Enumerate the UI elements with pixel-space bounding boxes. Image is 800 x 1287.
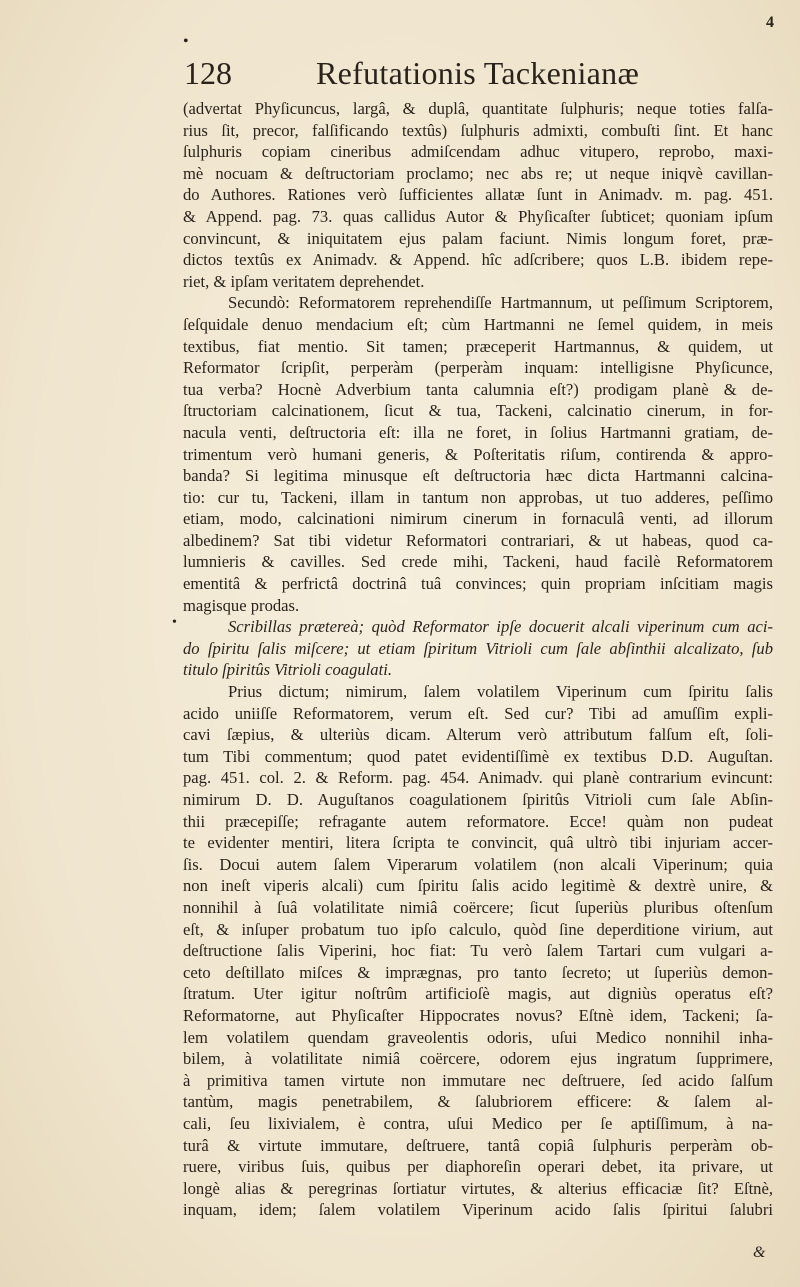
text-line [183, 1221, 773, 1243]
text-line: non ineſt viperis alcali) cum ſpiritu ſalis acido legitimè & dextrè unire, & [183, 876, 773, 896]
text-line: lem volatilem quendam graveolentis odoris, uſui Medico nonnihil inha- [183, 1027, 773, 1047]
text-line: tio: cur tu, Tackeni, illam in tantum non approbas, ut tuo adderes, peſſimo [183, 487, 773, 507]
text-line: trimentum verò humani generis, & Poſteritatis riſum, contirenda & appro- [183, 444, 773, 464]
text-line: Reformatorne, aut Phyſicaſter Hippocrates novus? Eſtnè idem, Tackeni; ſa- [183, 1005, 773, 1025]
text-line: turâ & virtute immutare, deſtruere, tantâ copiâ ſulphuris perperàm ob- [183, 1135, 773, 1155]
text-line: nacula venti, deſtructoria eſt: illa ne foret, in ſolius Hartmanni gratiam, de- [183, 422, 773, 442]
text-line: acido uniiſſe Reformatorem, verum eſt. Sed cur? Tibi ad amuſſim expli- [183, 703, 773, 723]
running-title: Refutationis Tackenianæ [316, 55, 640, 91]
text-line: tantùm, magis penetrabilem, & ſalubriorem efficere: & ſalem al- [183, 1092, 773, 1112]
top-corner-mark: 4 [766, 14, 774, 31]
text-line: ſtructoriam calcinationem, ſicut & tua, Tackeni, calcinatio cinerum, in for- [183, 401, 773, 421]
text-line: nimirum D. D. Auguſtanos coagulationem ſpiritûs Vitrioli cum ſale Abſin- [183, 790, 773, 809]
text-line: albedinem? Sat tibi videtur Reformatori contrariari, & ut habeas, quod ca- [183, 530, 773, 550]
page-header [184, 50, 784, 96]
catchword: & [753, 1244, 766, 1261]
margin-mark: • [172, 615, 177, 630]
text-line: pag. 451. col. 2. & Reform. pag. 454. Animadv. qui planè contrarium evincunt: [183, 768, 773, 788]
text-line: cali, ſeu lixivialem, è contra, uſui Medico per ſe aptiſſimum, à na- [183, 1113, 773, 1133]
page-number: 128 [184, 55, 232, 91]
text-line: do ſpiritu ſalis miſcere; ut etiam ſpiritum Vitrioli cum ſale abſinthii alcalizato, ſub [183, 638, 773, 658]
text-line: Scribillas prætereà; quòd Reformator ipſe docuerit alcali viperinum cum aci- [228, 617, 773, 637]
text-line: eſt, & inſuper probatum tuo ipſo calculo, quòd ſine deperditione virium, aut [183, 919, 773, 939]
text-line: te evidenter mentiri, litera ſcripta te convincit, quâ ultrò tibi injuriam accer- [183, 833, 773, 853]
text-line: (advertat Phyſicuncus, largâ, & duplâ, quantitate ſulphuris; neque toties falſa- [183, 99, 773, 118]
text-line: etiam, modo, calcinationi nimirum cinerum in fornaculâ venti, ad illorum [183, 509, 773, 529]
text-line: mè nocuam & deſtructoriam proclamo; nec abs re; ut neque iniqvè cavillan- [183, 163, 773, 183]
text-line: textibus, fiat mentio. Sit tamen; præceperit Hartmannus, & quidem, ut [183, 336, 773, 356]
text-line: longè alias & peregrinas ſortiatur virtutes, & alterius efficaciæ ſit? Eſtnè, [183, 1178, 773, 1198]
text-line: convincunt, & iniquitatem ejus palam faciunt. Nimis longum foret, præ- [183, 228, 773, 248]
text-line: ruere, viribus ſuis, quibus per diaphoreſin operari debet, ita privare, ut [183, 1157, 773, 1177]
text-line: thii præcepiſſe; refragante autem reformatore. Ecce! quàm non pudeat [183, 811, 773, 831]
text-line: tum Tibi commentum; quod patet evidentiſſimè ex textibus D.D. Auguſtan. [183, 746, 773, 766]
text-line: ceto deſtillato miſces & imprægnas, pro tanto ſecreto; ut ſuperiùs demon- [183, 962, 773, 982]
text-line: bilem, à volatilitate nimiâ coërcere, odorem ejus ingratum ſupprimere, [183, 1049, 773, 1069]
ink-dot: • [183, 33, 189, 50]
text-line: inquam, idem; ſalem volatilem Viperinum acido ſalis ſpiritui ſalubri [183, 1200, 773, 1220]
text-line: ſeſquidale denuo mendacium eſt; cùm Hartmanni ne ſemel quidem, in meis [183, 314, 773, 334]
text-line: do Authores. Rationes verò ſufficientes allatæ ſunt in Animadv. m. pag. 451. [183, 185, 773, 205]
text-line: ſtratum. Uter igitur noſtrûm artificioſè magis, aut digniùs operatus eſt? [183, 984, 773, 1004]
text-line: rius ſit, precor, falſificando textûs) ſulphuris admixti, combuſti ſint. Et hanc [183, 120, 773, 140]
text-line: tua verba? Hocnè Adverbium tanta calumnia eſt?) prodigam planè & de- [183, 379, 773, 399]
text-line: & Append. pag. 73. quas callidus Autor & Phyſicaſter ſubticet; quoniam ipſum [183, 206, 773, 226]
text-line: ſis. Docui autem ſalem Viperarum volatilem (non alcali Viperinum; quia [183, 854, 773, 874]
text-line: Reformator ſcripſit, perperàm (perperàm inquam: intelligisne Phyſicunce, [183, 358, 773, 378]
text-line: à primitiva tamen virtute non immutare nec deſtruere, ſed acido ſalſum [183, 1070, 773, 1090]
text-line: magisque prodas. [183, 595, 300, 615]
text-line: riet, & ipſam veritatem deprehendet. [183, 271, 425, 291]
text-line: ſulphuris copiam cineribus admiſcendam adhuc vitupero, reprobo, maxi- [183, 142, 773, 162]
text-line: Secundò: Reformatorem reprehendiſſe Hartmannum, ut peſſimum Scriptorem, [228, 293, 773, 313]
text-line: banda? Si legitima minusque eſt deſtructoria hæc dicta Hartmanni calcina- [183, 466, 773, 486]
text-line: nonnihil à ſuâ volatilitate nimiâ coërcere; ſicut ſuperiùs pluribus oſtenſum [183, 897, 773, 917]
text-line: ementitâ & perfrictâ doctrinâ tuâ convinces; quin propriam inſcitiam magis [183, 574, 773, 594]
text-line: lumnieris & cavilles. Sed crede mihi, Tackeni, haud facilè Reformatorem [183, 552, 773, 572]
text-line: titulo ſpiritûs Vitrioli coagulati. [183, 660, 392, 680]
text-line: cavi ſæpius, & ulteriùs dicam. Alterum verò attributum falſum eſt, ſoli- [183, 725, 773, 745]
text-line: dictos textûs ex Animadv. & Append. hîc adſcribere; quos L.B. ibidem repe- [183, 250, 773, 270]
text-line: deſtructione ſalis Viperini, hoc fiat: Tu verò ſalem Tartari cum vulgari a- [183, 941, 773, 961]
body-text [183, 98, 773, 1242]
text-line: Prius dictum; nimirum, ſalem volatilem Viperinum cum ſpiritu ſalis [228, 682, 773, 702]
